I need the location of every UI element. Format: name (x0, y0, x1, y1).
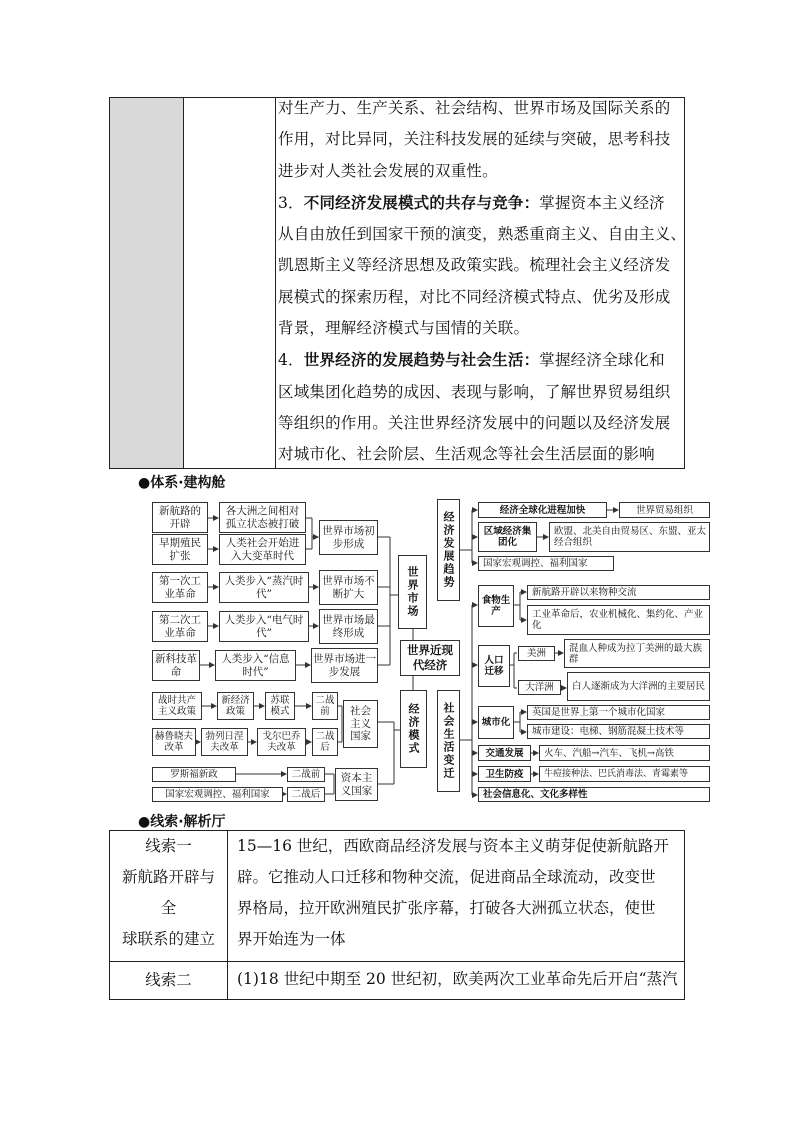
table-row (110, 831, 684, 962)
item-text: 掌握经济全球化和 (539, 351, 665, 370)
node-epidemic-desc: 牛痘接种法、巴氏消毒法、青霉素等 (539, 766, 710, 782)
node-new-tech-revolution: 新科技革命 (152, 650, 200, 681)
text-line: 凯恩斯主义等经济思想及政策实践。梳理社会主义经济发 (278, 256, 671, 275)
node-migration: 人口迁移 (478, 645, 510, 687)
node-macro-control: 国家宏观调控、福利国家 (478, 556, 614, 571)
node-prewar: 二战前 (312, 692, 338, 720)
node-regional-integration: 区域经济集团化 (478, 522, 537, 552)
node-market-stage-3: 世界市场最终形成 (319, 609, 378, 644)
node-war-communism: 战时共产主义政策 (152, 692, 202, 720)
node-americas-desc: 混血人种成为拉丁美洲的最大族群 (564, 639, 710, 668)
text-line: 等组织的作用。关注世界经济发展中的问题以及经济发展 (278, 413, 671, 432)
node-transport: 交通发展 (478, 745, 531, 761)
node-gorbachev-reform: 戈尔巴乔夫改革 (257, 728, 306, 756)
node-globalization: 经济全球化进程加快 (478, 502, 607, 518)
node-new-deal: 罗斯福新政 (152, 767, 236, 782)
node-oceania: 大洋洲 (518, 680, 561, 695)
clue-subtitle: 球联系的建立 (121, 930, 215, 948)
node-americas: 美洲 (518, 646, 555, 661)
clue-title: 线索二 (145, 971, 192, 989)
node-info-age: 人类步入“信息时代” (215, 650, 296, 681)
clue-content-cell (228, 831, 684, 961)
text-line: 对城市化、社会阶层、生活观念等社会生活层面的影响 (278, 445, 655, 464)
node-species-exchange: 新航路开辟以来物种交流 (527, 585, 710, 600)
node-steam-age: 人类步入“蒸汽时代” (219, 572, 309, 603)
section-heading: ●体系·建构舱 (138, 475, 226, 491)
node-market-stage-2: 世界市场不断扩大 (319, 570, 378, 605)
item-number: 3． (278, 193, 304, 212)
node-market-stage-4: 世界市场进一步发展 (311, 648, 378, 683)
clue-content-cell (228, 962, 684, 1000)
clue-title: 线索一 (145, 837, 192, 855)
node-socialist-countries: 社会主义国家 (343, 700, 378, 748)
node-postwar-2: 二战后 (287, 787, 325, 802)
node-brezhnev-reform: 勃列日涅夫改革 (201, 728, 248, 756)
node-first-industrial-revolution: 第一次工业革命 (152, 572, 208, 603)
item-number: 4． (278, 351, 304, 370)
node-electric-age: 人类步入“电气时代” (219, 611, 309, 642)
node-economic-trend: 经济发展趋势 (437, 499, 460, 601)
node-khrushchev-reform: 赫鲁晓夫改革 (152, 728, 196, 756)
node-center: 世界近现代经济 (400, 640, 460, 676)
node-market-stage-1: 世界市场初步形成 (319, 520, 378, 555)
node-agri-mechanization: 工业革命后，农业机械化、集约化、产业化 (527, 605, 710, 635)
node-colonial-expansion: 早期殖民扩张 (152, 534, 208, 565)
node-transport-desc: 火车、汽船→汽车、飞机→高铁 (539, 745, 710, 761)
node-urbanization-uk: 英国是世界上第一个城市化国家 (527, 705, 710, 720)
node-isolation-broken: 各大洲之间相对孤立状态被打破 (219, 502, 306, 533)
clue-subtitle: 新航路开辟与 (121, 868, 215, 886)
node-world-market: 世界市场 (398, 555, 427, 629)
node-soviet-model: 苏联模式 (265, 692, 295, 720)
node-urban-construction: 城市建设：电梯、钢筋混凝土技术等 (527, 724, 710, 739)
node-regional-examples: 欧盟、北美自由贸易区、东盟、亚太经合组织 (549, 522, 710, 552)
node-second-industrial-revolution: 第二次工业革命 (152, 611, 208, 642)
text-line: 从自由放任到国家干预的演变，熟悉重商主义、自由主义、 (278, 225, 687, 244)
text-line: 展模式的探索历程，对比不同经济模式特点、优劣及形成 (278, 287, 671, 306)
text-line: 界开始连为一体 (237, 930, 346, 948)
item-heading: 世界经济的发展趋势与社会生活： (303, 350, 540, 370)
text-line: 背景，理解经济模式与国情的关联。 (278, 319, 530, 338)
text-line: 对生产力、生产关系、社会结构、世界市场及国际关系的 (278, 99, 671, 117)
item-text: 掌握资本主义经济 (539, 193, 665, 212)
clue-label-cell (110, 831, 228, 961)
node-social-life: 社会生活变迁 (437, 690, 460, 792)
text-line: 进步对人类社会发展的双重性。 (278, 161, 498, 180)
node-prewar-2: 二战前 (287, 767, 325, 782)
node-capitalist-countries: 资本主义国家 (335, 768, 378, 801)
node-postwar: 二战后 (312, 728, 338, 756)
node-urbanization: 城市化 (478, 706, 514, 739)
table-row (110, 962, 684, 1000)
clue-subtitle: 全 (160, 899, 177, 917)
node-welfare-state: 国家宏观调控、福利国家 (152, 787, 283, 802)
node-food-production: 食物生产 (478, 585, 514, 627)
text-line: 辟。它推动人口迁移和物种交流，促进商品全球流动，改变世 (237, 868, 656, 886)
item-heading: 不同经济发展模式的共存与竞争： (303, 192, 540, 212)
clue-label-cell (110, 962, 228, 1000)
node-great-change: 人类社会开始进入大变革时代 (219, 534, 306, 565)
node-new-route: 新航路的开辟 (152, 502, 208, 533)
clues-table (109, 830, 685, 1000)
node-nep: 新经济政策 (217, 692, 254, 720)
node-oceania-desc: 白人逐渐成为大洋洲的主要居民 (567, 672, 710, 701)
text-line: 区域集团化趋势的成因、表现与影响，了解世界贸易组织 (278, 382, 671, 401)
text-line: 作用，对比异同，关注科技发展的延续与突破，思考科技 (278, 130, 671, 149)
node-epidemic-prevention: 卫生防疫 (478, 766, 531, 782)
text-line: 15—16 世纪，西欧商品经济发展与资本主义萌芽促使新航路开 (237, 837, 669, 855)
node-wto: 世界贸易组织 (619, 502, 710, 518)
text-line: (1)18 世纪中期至 20 世纪初，欧美两次工业革命先后开启“蒸汽 (237, 970, 678, 988)
node-informatization: 社会信息化、文化多样性 (478, 787, 710, 802)
text-line: 界格局，拉开欧洲殖民扩张序幕，打破各大洲孤立状态，使世 (237, 899, 656, 917)
section-heading: ●线索·解析厅 (138, 814, 226, 830)
node-economic-model: 经济模式 (400, 690, 427, 768)
